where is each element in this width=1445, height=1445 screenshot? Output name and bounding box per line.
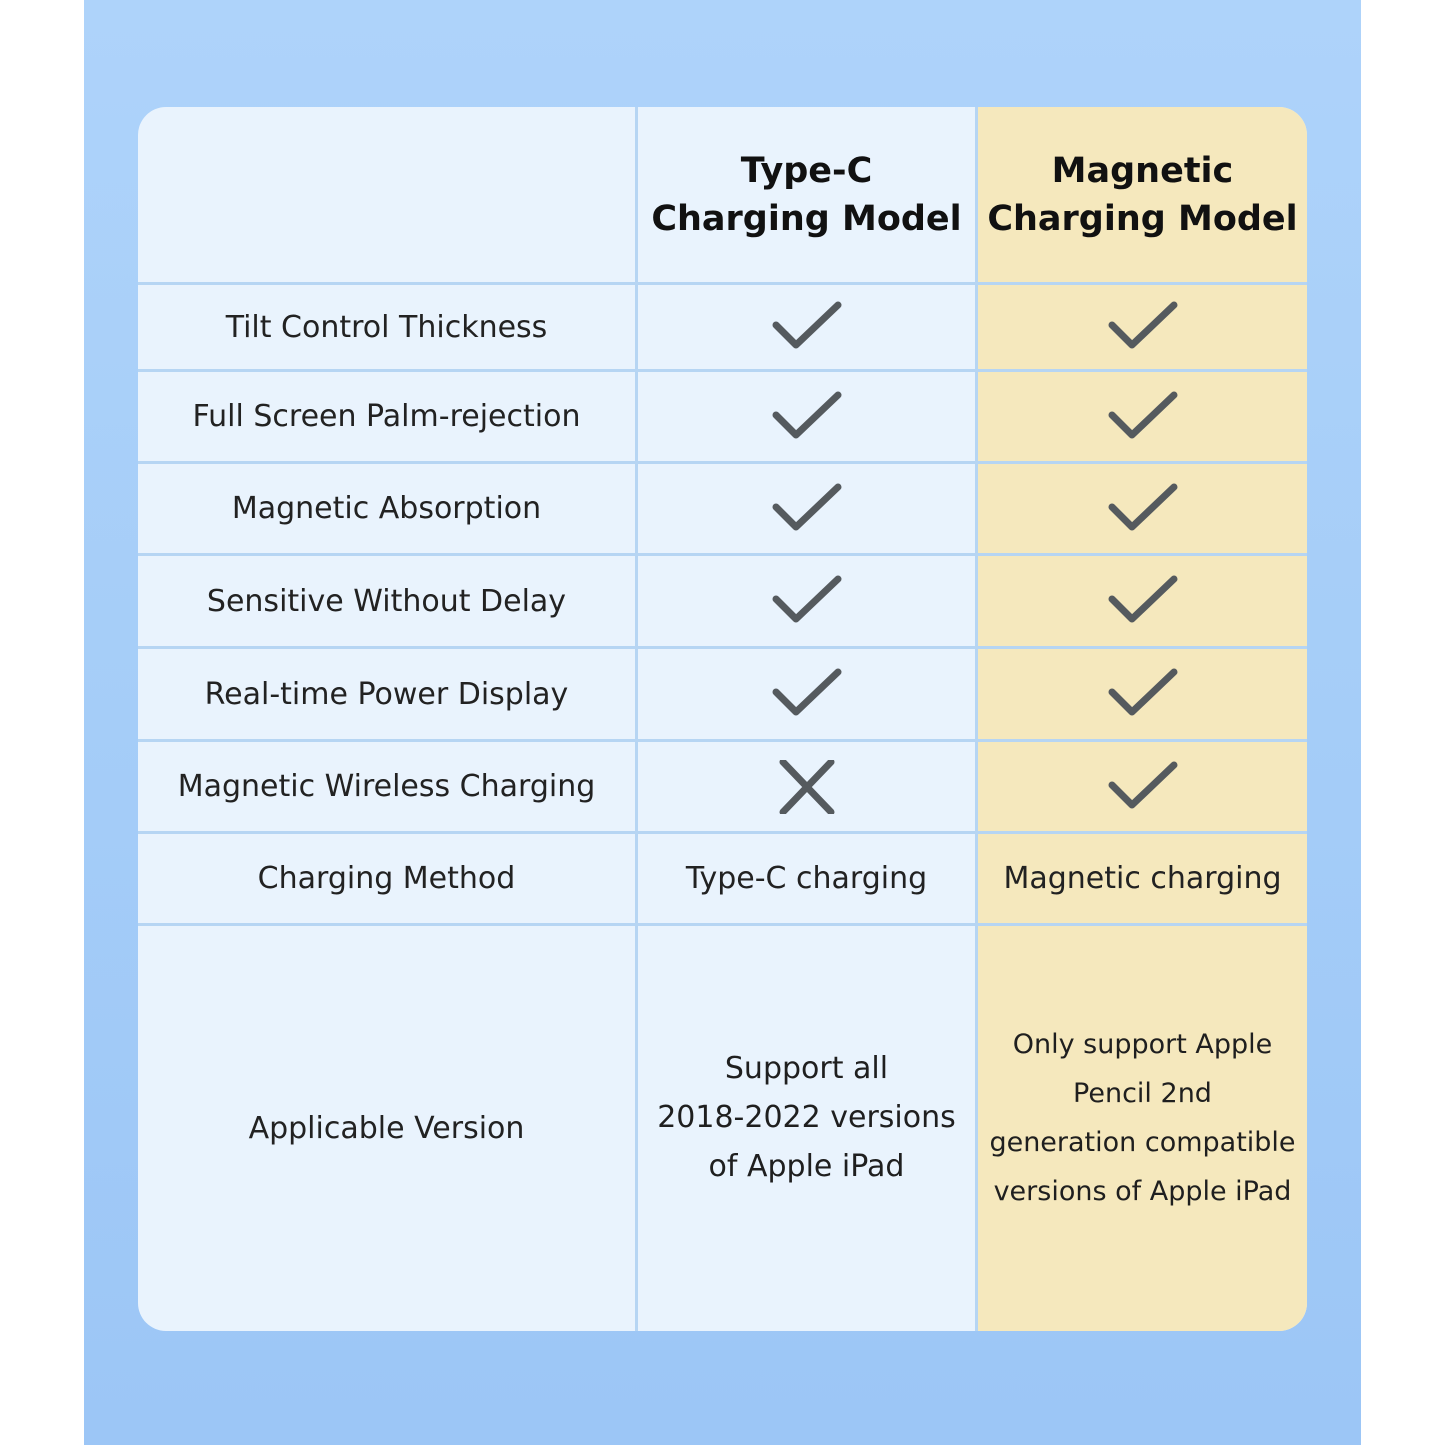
typec-check-icon: [638, 464, 975, 553]
typec-applicable-version: Support all 2018-2022 versions of Apple iPad: [657, 1051, 956, 1184]
typec-cross-icon: [638, 742, 975, 831]
typec-column-header: Type-C Charging Model: [651, 150, 962, 239]
feature-label: Real-time Power Display: [204, 676, 569, 712]
comparison-table: [138, 107, 1307, 1331]
magnetic-column-header: Magnetic Charging Model: [987, 150, 1298, 239]
feature-label: Magnetic Wireless Charging: [177, 769, 596, 804]
magnetic-applicable-version: Only support Apple Pencil 2nd generation compatible versions of Apple iPad: [989, 1028, 1296, 1207]
feature-label: Sensitive Without Delay: [206, 583, 567, 619]
magnetic-check-icon: [978, 372, 1307, 461]
magnetic-check-icon: [978, 649, 1307, 739]
feature-label: Magnetic Absorption: [231, 491, 542, 526]
charging-method-label: Charging Method: [257, 861, 516, 896]
magnetic-check-icon: [978, 742, 1307, 831]
magnetic-charging-method: Magnetic charging: [1003, 861, 1282, 896]
magnetic-check-icon: [978, 556, 1307, 646]
typec-check-icon: [638, 372, 975, 461]
feature-label: Tilt Control Thickness: [225, 309, 548, 345]
magnetic-check-icon: [978, 464, 1307, 553]
typec-check-icon: [638, 285, 975, 369]
feature-label: Full Screen Palm-rejection: [192, 399, 581, 434]
magnetic-check-icon: [978, 285, 1307, 369]
applicable-version-label: Applicable Version: [248, 1111, 525, 1146]
typec-charging-method: Type-C charging: [685, 861, 928, 896]
typec-check-icon: [638, 556, 975, 646]
typec-check-icon: [638, 649, 975, 739]
